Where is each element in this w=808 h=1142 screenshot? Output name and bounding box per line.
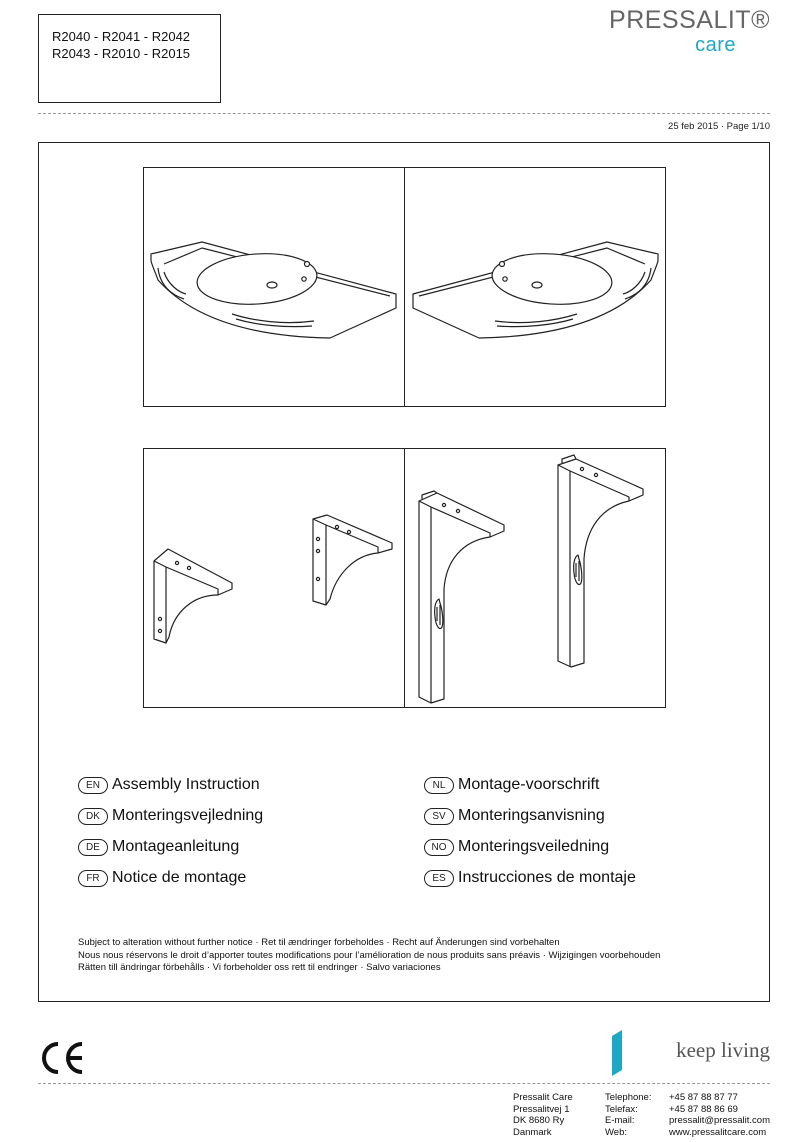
panel-divider bbox=[404, 449, 405, 707]
address-line: Pressalitvej 1 bbox=[513, 1103, 570, 1115]
slogan: keep living bbox=[676, 1038, 770, 1062]
language-sv bbox=[424, 806, 605, 826]
washbasin-illustration-panel bbox=[143, 167, 666, 407]
contact-label: E-mail: bbox=[605, 1115, 635, 1126]
language-nl bbox=[424, 775, 599, 795]
brand-logo bbox=[590, 6, 770, 58]
language-de bbox=[78, 837, 239, 857]
contact-label: Web: bbox=[605, 1126, 628, 1138]
brand-name: PRESSALIT® bbox=[609, 6, 770, 34]
lang-label: Notice de montage bbox=[112, 869, 247, 886]
wall-bracket-small bbox=[154, 549, 232, 643]
teal-ribbon-icon bbox=[610, 1030, 624, 1076]
lang-code: NL bbox=[424, 777, 454, 794]
lang-code: EN bbox=[78, 777, 108, 794]
panel-divider bbox=[404, 168, 405, 406]
model-number-box bbox=[38, 14, 221, 103]
lang-code: NO bbox=[424, 839, 454, 856]
contact-values bbox=[669, 1092, 770, 1138]
model-line-2: R2043 - R2010 - R2015 bbox=[52, 46, 191, 61]
bracket-illustration-panel bbox=[143, 448, 666, 708]
lang-code: DK bbox=[78, 808, 108, 825]
lang-label: Instrucciones de montaje bbox=[458, 869, 636, 886]
ce-mark-icon bbox=[38, 1038, 88, 1078]
wall-bracket-tall bbox=[419, 491, 504, 703]
language-en bbox=[78, 775, 260, 795]
contact-label: Telefax: bbox=[605, 1103, 638, 1115]
phone-value: +45 87 88 87 77 bbox=[669, 1092, 738, 1103]
lang-code: ES bbox=[424, 870, 454, 887]
address-line: Pressalit Care bbox=[513, 1092, 573, 1103]
language-dk bbox=[78, 806, 263, 826]
lang-label: Monteringsveiledning bbox=[458, 838, 610, 855]
notice-line-2: Nous nous réservons le droit d’apporter toutes modifications pour l’amélioration de nous produits sans préavis · Wijzigingen voorbehouden bbox=[78, 949, 661, 961]
wall-bracket-angled bbox=[313, 515, 392, 605]
keep-living-logo bbox=[610, 1028, 770, 1076]
lang-code: DE bbox=[78, 839, 108, 856]
address-line: Danmark bbox=[513, 1126, 552, 1138]
fax-value: +45 87 88 86 69 bbox=[669, 1103, 738, 1115]
email-link[interactable]: pressalit@pressalit.com bbox=[669, 1115, 770, 1126]
contact-label: Telephone: bbox=[605, 1092, 652, 1103]
language-no bbox=[424, 837, 609, 857]
footer-divider bbox=[38, 1083, 770, 1084]
model-line-1: R2040 - R2041 - R2042 bbox=[52, 29, 191, 44]
language-fr bbox=[78, 868, 246, 888]
web-link[interactable]: www.pressalitcare.com bbox=[669, 1126, 767, 1138]
notice-line-1: Subject to alteration without further notice · Ret til ændringer forbeholdes · Recht auf Änderungen sind vorbehalten bbox=[78, 937, 560, 948]
address-line: DK 8680 Ry bbox=[513, 1115, 565, 1126]
lang-label: Monteringsanvisning bbox=[458, 807, 605, 824]
lang-code: SV bbox=[424, 808, 454, 825]
brand-care: care bbox=[695, 34, 736, 56]
address-block bbox=[513, 1092, 573, 1138]
notice-line-3: Rätten till ändringar förbehålls · Vi forbeholder oss rett til endringer · Salvo variaciones bbox=[78, 962, 441, 973]
lang-label: Montageanleitung bbox=[112, 838, 240, 855]
header-divider bbox=[38, 113, 770, 114]
date-page: 25 feb 2015 · Page 1/10 bbox=[668, 121, 770, 132]
lang-label: Assembly Instruction bbox=[112, 776, 260, 793]
wall-bracket-tall-extended bbox=[558, 455, 643, 667]
lang-label: Montage-voorschrift bbox=[458, 776, 600, 793]
lang-code: FR bbox=[78, 870, 108, 887]
lang-label: Monteringsvejledning bbox=[112, 807, 264, 824]
contact-labels bbox=[605, 1092, 651, 1138]
language-es bbox=[424, 868, 636, 888]
